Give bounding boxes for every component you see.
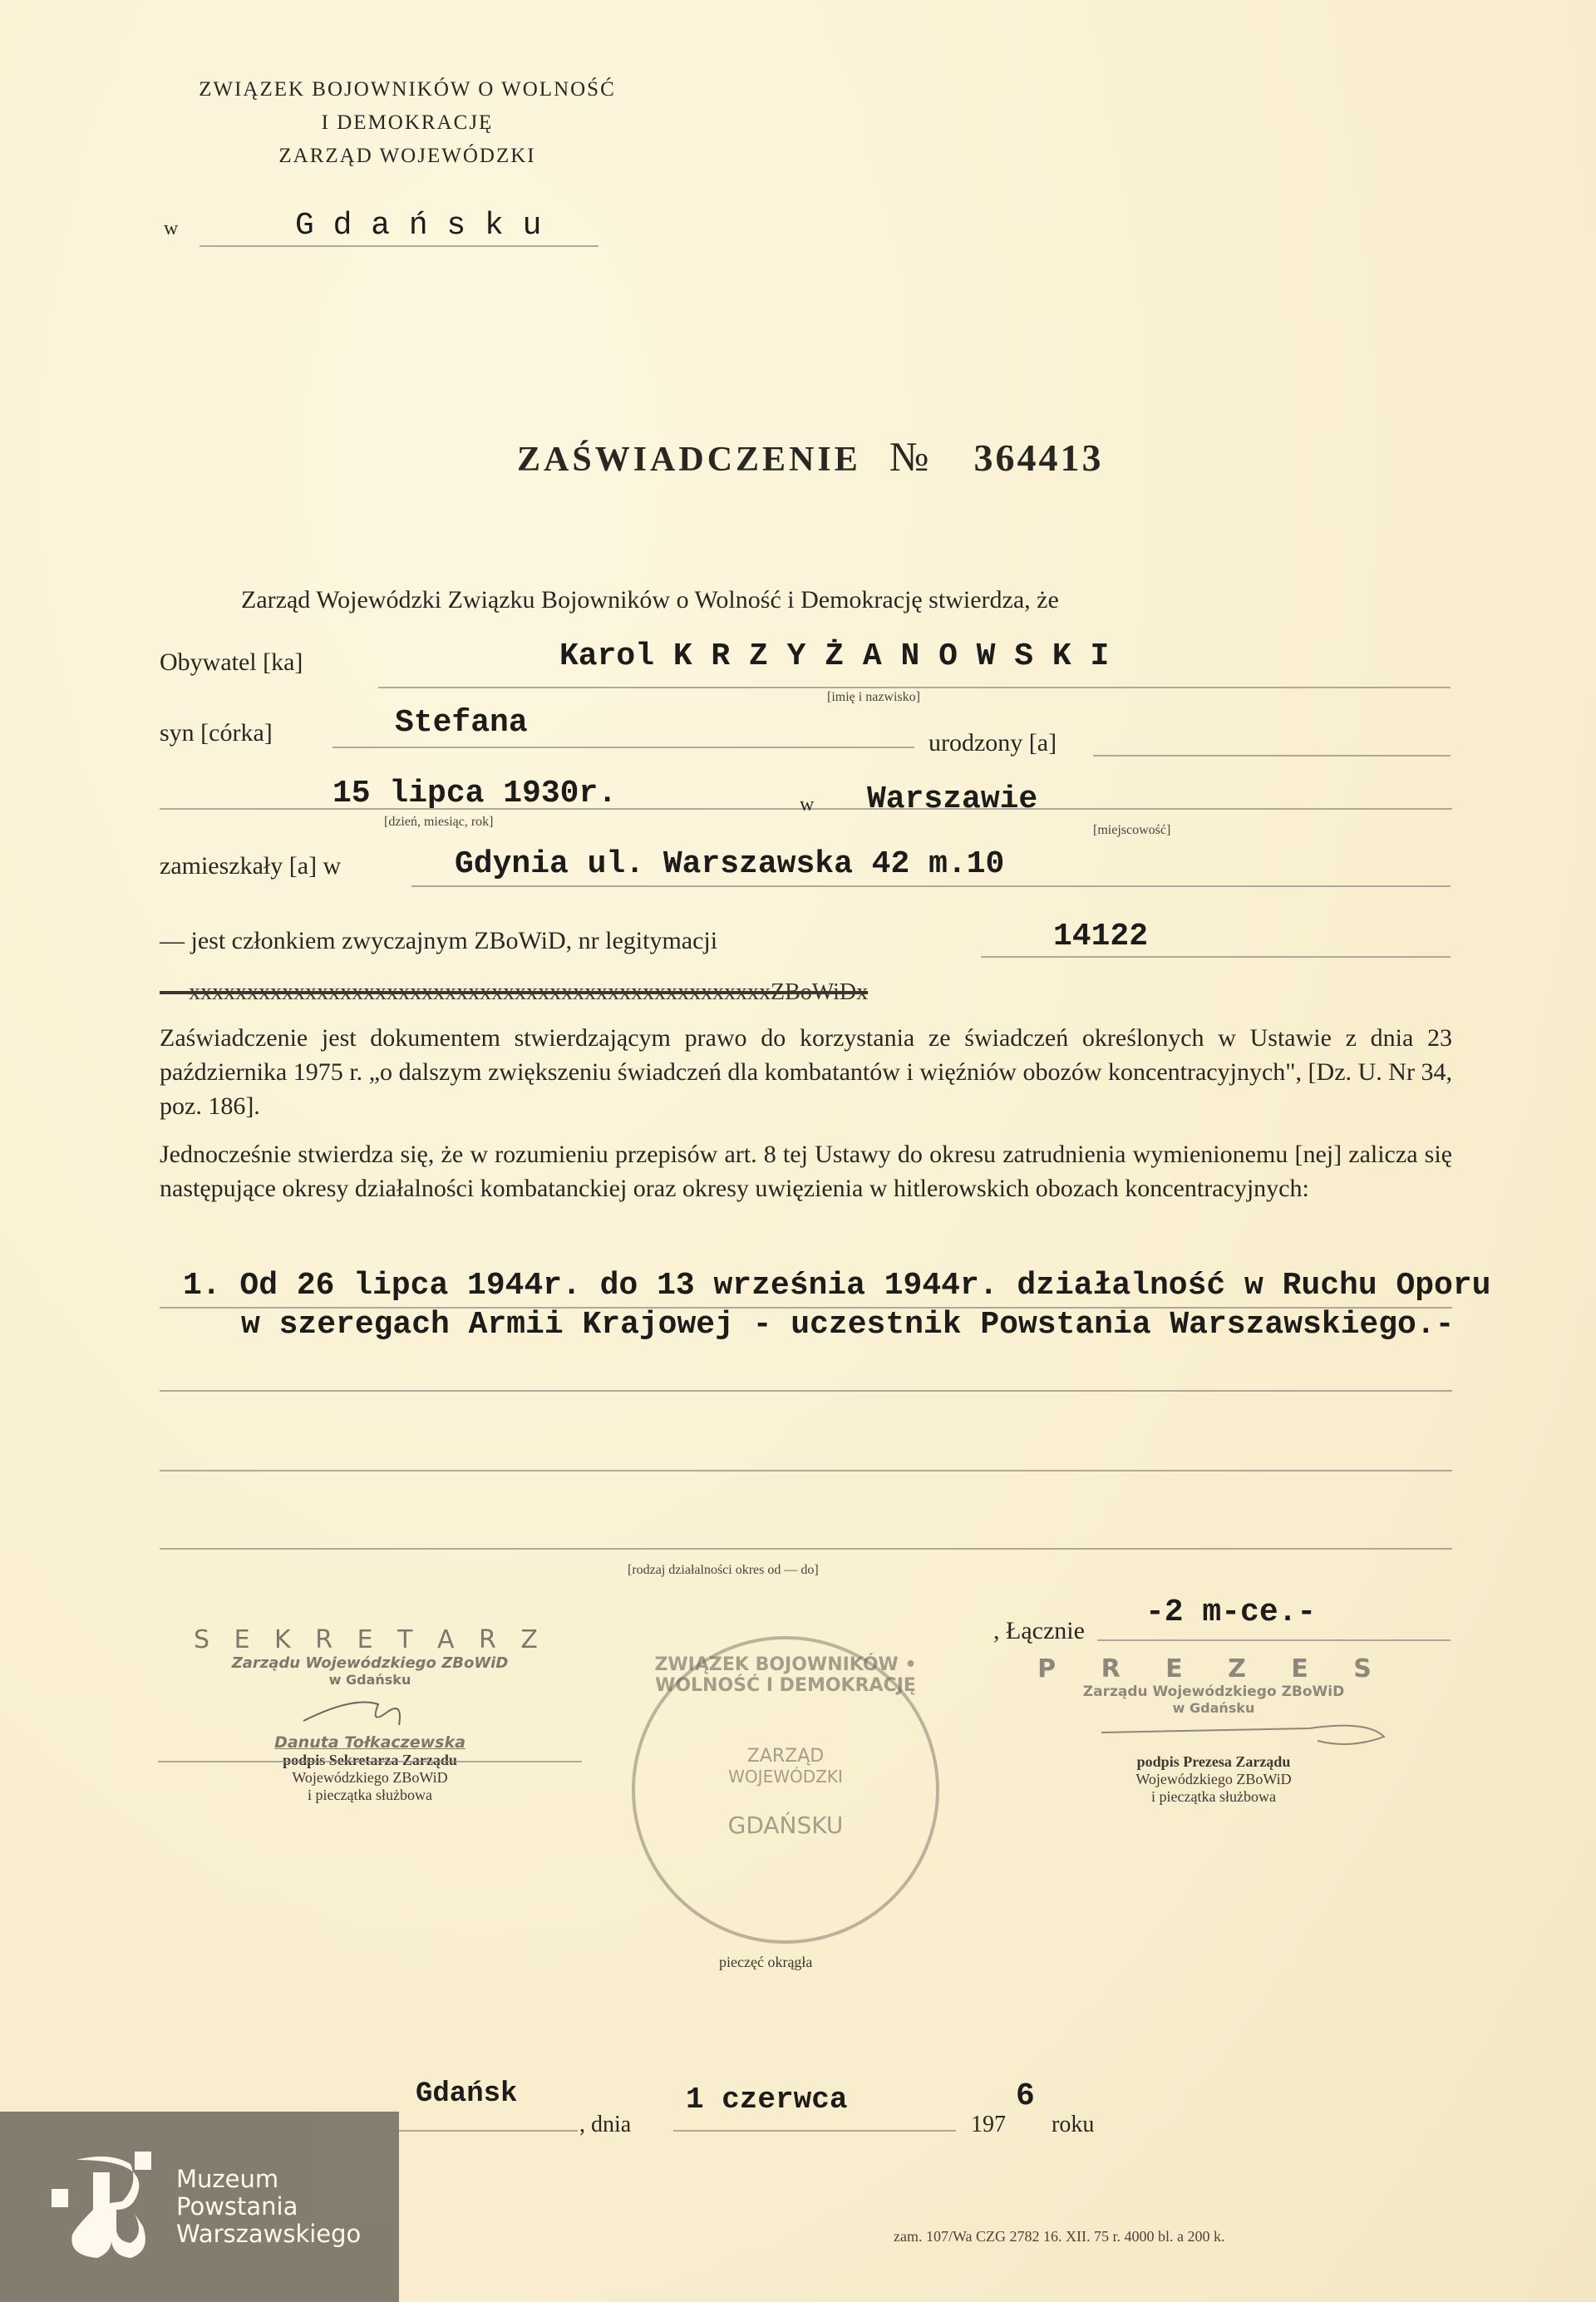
seal-center-1: ZARZĄD: [746, 1746, 825, 1767]
legal-paragraph-1: Zaświadczenie jest dokumentem stwierdzającym prawo do korzystania ze świadczeń określonych w Ustawie z dnia 23 października 1975 r. „o dalszym zwiększeniu świadczeń dla kombatantów i więźniów obozów koncentracyjnych", [Dz. U. Nr 34, poz. 186].: [160, 1024, 1452, 1120]
seal-center-2: WOJEWÓDZKI: [728, 1767, 843, 1787]
footer-day-label: , dnia: [579, 2112, 632, 2137]
birth-place-value: Warszawie: [867, 781, 1038, 817]
birth-place-prefix: w: [800, 794, 815, 816]
parent-value: Stefana: [395, 705, 528, 741]
total-value: -2 m-ce.-: [1145, 1595, 1317, 1630]
intro-text: Zarząd Wojewódzki Związku Bojowników o Wolność i Demokrację stwierdza, że: [241, 586, 1059, 614]
secretary-stamp-city: w Gdańsku: [328, 1672, 411, 1688]
secretary-stamp-title: S E K R E T A R Z: [193, 1625, 546, 1654]
secretary-signature-name: Danuta Tołkaczewska: [274, 1733, 466, 1752]
birth-date-hint: [dzień, miesiąc, rok]: [384, 815, 494, 829]
citizen-hint: [imię i nazwisko]: [827, 690, 920, 704]
secretary-caption-1: podpis Sekretarza Zarządu: [283, 1752, 457, 1768]
footer-year-suffix: roku: [1052, 2112, 1095, 2137]
birth-date-value: 15 lipca 1930r.: [332, 776, 618, 811]
seal-caption: pieczęć okrągła: [719, 1954, 813, 1970]
museum-name: [176, 2166, 361, 2248]
print-note: zam. 107/Wa CZG 2782 16. XII. 75 r. 4000 bl. a 200 k.: [894, 2228, 1225, 2245]
footer-place: Gdańsk: [416, 2078, 518, 2110]
president-stamp-line: Zarządu Wojewódzkiego ZBoWiD: [1082, 1683, 1345, 1700]
born-label: urodzony [a]: [929, 729, 1057, 757]
secretary-signature: [287, 1688, 453, 1729]
secretary-block: [187, 1625, 553, 1804]
number-sign: №: [889, 433, 929, 480]
footer-date: 1 czerwca: [686, 2083, 848, 2117]
secretary-caption-3: i pieczątka służbowa: [308, 1787, 432, 1803]
museum-name-line2: Powstania: [176, 2192, 298, 2221]
president-signature: [1018, 1716, 1409, 1749]
president-caption-2: Wojewódzkiego ZBoWiD: [1135, 1771, 1292, 1787]
secretary-stamp-line: Zarządu Wojewódzkiego ZBoWiD: [231, 1654, 509, 1672]
president-stamp-city: w Gdańsku: [1172, 1700, 1255, 1716]
president-caption-3: i pieczątka służbowa: [1151, 1788, 1276, 1805]
struck-out-line: — xxxxxxxxxxxxxxxxxxxxxxxxxxxxxxxxxxxxxxxxxxxxxxxxxxZBoWiDx: [160, 979, 869, 1005]
certificate-number: 364413: [973, 436, 1104, 479]
activity-hint: [rodzaj działalności okres od — do]: [628, 1563, 819, 1577]
document-title: [517, 432, 1103, 481]
seal-ring-text: ZWIĄZEK BOJOWNIKÓW • WOLNOŚĆ I DEMOKRACJĘ: [654, 1654, 917, 1696]
president-stamp-title: P R E Z E S: [1037, 1654, 1390, 1683]
membership-number: 14122: [1053, 919, 1149, 954]
seal-center-3: GDAŃSKU: [727, 1812, 844, 1839]
organization-header: [141, 73, 673, 173]
museum-name-line1: Muzeum: [176, 2165, 279, 2193]
museum-watermark: [0, 2112, 399, 2302]
activity-line-1: 1. Od 26 lipca 1944r. do 13 września 1944r. działalność w Ruchu Oporu: [183, 1268, 1491, 1304]
footer-year-prefix: 197: [971, 2112, 1006, 2137]
org-name-line3: ZARZĄD WOJEWÓDZKI: [278, 145, 536, 167]
city-prefix: w: [164, 218, 179, 239]
round-seal: [632, 1636, 939, 1944]
citizen-value: Karol K R Z Y Ż A N O W S K I: [559, 638, 1110, 674]
residence-value: Gdynia ul. Warszawska 42 m.10: [455, 846, 1005, 882]
president-block: [1018, 1654, 1409, 1806]
residence-label: zamieszkały [a] w: [160, 852, 342, 880]
org-name-line2: I DEMOKRACJĘ: [321, 111, 494, 134]
total-label: , Łącznie: [993, 1617, 1085, 1644]
city-value: G d a ń s k u: [295, 208, 542, 244]
president-caption-1: podpis Prezesa Zarządu: [1136, 1753, 1291, 1770]
parent-label: syn [córka]: [160, 719, 273, 747]
museum-name-line3: Warszawskiego: [176, 2220, 362, 2248]
citizen-label: Obywatel [ka]: [160, 648, 303, 676]
footer-year-digit: 6: [1016, 2078, 1035, 2114]
birth-place-hint: [miejscowość]: [1093, 823, 1171, 837]
secretary-caption-2: Wojewódzkiego ZBoWiD: [292, 1769, 448, 1786]
membership-label: — jest członkiem zwyczajnym ZBoWiD, nr legitymacji: [160, 927, 718, 954]
title-label: ZAŚWIADCZENIE: [517, 441, 861, 479]
activity-line-2: w szeregach Armii Krajowej - uczestnik Powstania Warszawskiego.-: [241, 1307, 1455, 1343]
org-name-line1: ZWIĄZEK BOJOWNIKÓW O WOLNOŚĆ: [199, 78, 616, 101]
anchor-logo-icon: [52, 2152, 164, 2260]
legal-paragraph-2: Jednocześnie stwierdza się, że w rozumieniu przepisów art. 8 tej Ustawy do okresu zatrudnienia wymienionemu [nej] zalicza się następujące okresy działalności kombatanckiej oraz okresy uwięzienia w hitlerowskich obozach koncentracyjnych:: [160, 1141, 1452, 1202]
